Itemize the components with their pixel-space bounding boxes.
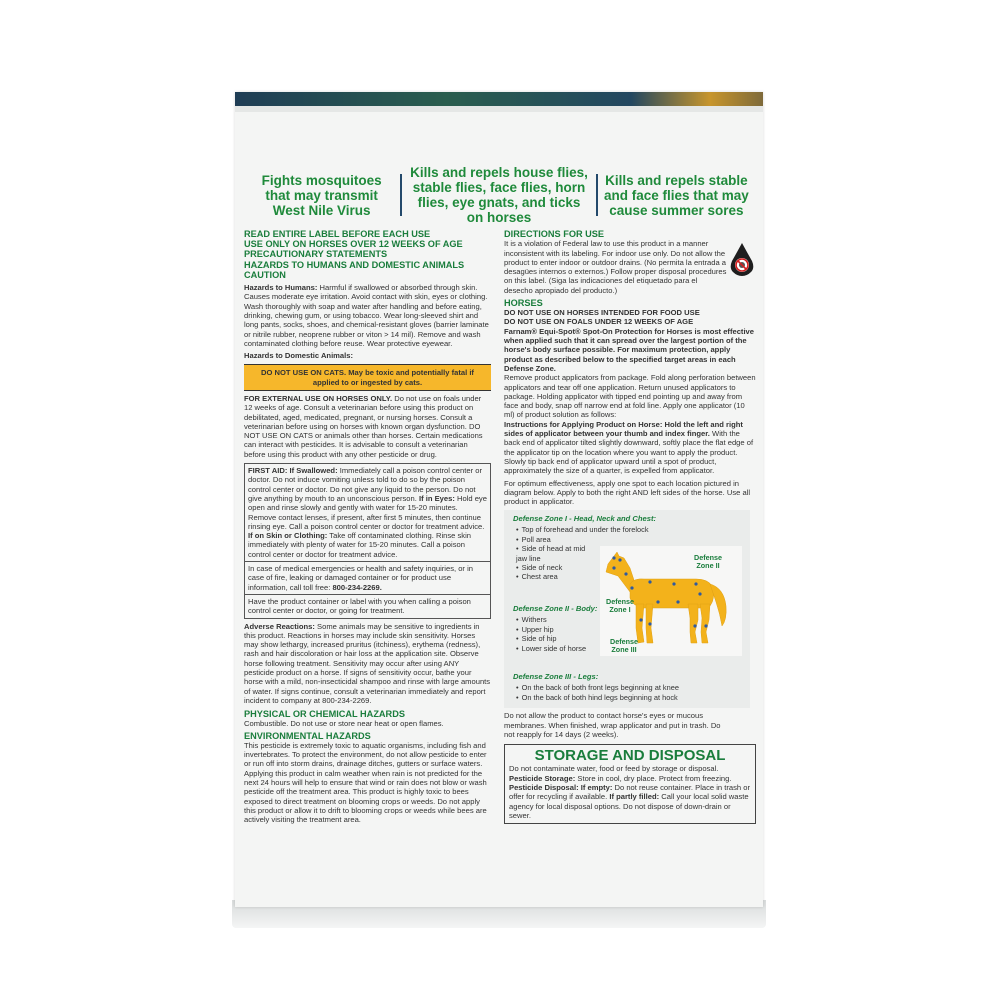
heading-horses: HORSES	[504, 297, 543, 308]
diagram-zone2-label: Defense Zone II	[694, 553, 722, 571]
diagram-zone1-label: Defense Zone I	[606, 597, 634, 615]
phone-number: 800-234-2269.	[332, 582, 382, 592]
storage-disposal-box	[504, 744, 756, 824]
defense-zone-diagram	[504, 510, 750, 708]
cats-warning-banner: DO NOT USE ON CATS. May be toxic and potentially fatal if applied to or ingested by cats.	[244, 364, 491, 391]
heading-physical: PHYSICAL OR CHEMICAL HAZARDS	[244, 709, 405, 720]
zone1-list	[516, 525, 649, 582]
hazards-humans: Hazards to Humans: Harmful if swallowed or absorbed through skin. Causes moderate eye irritation. Avoid contact with skin, eyes or clothing. Wash thoroughly with soap and water after handling and before eating, drinking, chewing gum, or using tobacco. Wear long-sleeved shirt and long pants, socks, shoes, and chemical-resistant gloves (barrier laminate or nitrile rubber, neoprene rubber or viton > 14 mil). Remove and wash contaminated clothing before reuse. Wear protective eyewear.	[244, 283, 489, 348]
heading-environmental: ENVIRONMENTAL HAZARDS	[244, 730, 371, 741]
heading-read-label: READ ENTIRE LABEL BEFORE EACH USE	[244, 229, 431, 239]
feature-flies: Kills and repels house flies, stable flies, face flies, horn flies, eye gnats, and ticks on horses	[410, 165, 588, 225]
zone2-item: • Upper hip	[516, 625, 598, 634]
environmental-text: This pesticide is extremely toxic to aquatic organisms, including fish and invertebrates. To protect the environment, do not allow pesticide to enter or run off into storm drains, drainage ditches, gutters or surface waters. Applying this product in calm weather when rain is not predicted for the next 24 hours will help to ensure that wind or rain does not blow or wash pesticide off the treatment area. This product is highly toxic to bees exposed to direct treatment on blooming crops or weeds. Do not apply this product or allow it to drift to blooming crops or weeds while bees are actively visiting the treatment area.	[244, 740, 487, 825]
zone2-heading: Defense Zone II - Body:	[513, 604, 598, 614]
food-warning: DO NOT USE ON HORSES INTENDED FOR FOOD USE	[504, 308, 700, 318]
zone3-list	[516, 683, 746, 702]
instructions: Instructions for Applying Product on Horse: Hold the left and right sides of applicator between your thumb and index finger. With the back end of applicator tilted slightly downward, softly place the flat edge of the applicator tip on the location where you want to apply the product. Slowly tip back end of applicator upward until a spot of product, approximately the size of a quarter, is expelled from applicator.	[504, 419, 754, 476]
zone1-item: • Chest area	[516, 572, 598, 581]
zone1-item: • Side of head at mid jaw line	[516, 544, 598, 563]
horse-panel	[600, 546, 742, 656]
foals-warning: DO NOT USE ON FOALS UNDER 12 WEEKS OF AGE	[504, 317, 694, 327]
zone1-heading: Defense Zone I - Head, Neck and Chest:	[513, 514, 657, 524]
storage-heading: STORAGE AND DISPOSAL	[534, 747, 726, 765]
heading-caution: CAUTION	[244, 269, 286, 280]
zone3-item: • On the back of both front legs beginning at knee	[516, 683, 746, 692]
after-use-text: Do not allow the product to contact horse's eyes or mucous membranes. When finished, wrap applicator and put in trash. Do not reapply for 14 days (2 weeks).	[504, 711, 721, 740]
remove-applicators: Remove product applicators from package. Fold along perforation between applicators and tear off one application. Return unused applicators to package. Holding applicator with tipped end pointing up and away from face and body, snap off narrow end at fold line. Apply one applicator (10 ml) of product solution as follows:	[504, 373, 756, 420]
external-use: FOR EXTERNAL USE ON HORSES ONLY. Do not use on foals under 12 weeks of age. Consult a veterinarian before using this product on debilitated, aged, medicated, pregnant, or nursing horses. Consult a veterinarian before using on horses with known organ dysfunction. DO NOT USE ON CATS or animals other than horses. Certain medications can interact with pesticides. It is advisable to consult a veterinarian before using this product with any other pesticide or drug.	[244, 393, 483, 459]
storage-intro: Do not contaminate water, food or feed by storage or disposal.	[509, 764, 719, 774]
heading-use-only: USE ONLY ON HORSES OVER 12 WEEKS OF AGE	[244, 239, 463, 250]
zone2-item: • Side of hip	[516, 634, 598, 643]
box-top-flap	[235, 92, 763, 106]
pesticide-storage: Pesticide Storage: Store in cool, dry place. Protect from freezing.	[509, 773, 732, 783]
hazards-domestic-label: Hazards to Domestic Animals:	[244, 351, 354, 361]
drain-warning-icon	[729, 242, 755, 276]
feature-claims	[243, 165, 755, 225]
right-column	[504, 229, 756, 824]
optimum-effectiveness: For optimum effectiveness, apply one spot to each location pictured in diagram below. Apply to both the right AND left sides of the horse. Use all product in applicator.	[504, 478, 751, 507]
zone1-item: • Top of forehead and under the forelock	[516, 525, 598, 534]
directions-text: It is a violation of Federal law to use this product in a manner inconsistent with its labeling. For indoor use only. Do not allow the product to enter indoor or outdoor drains. (No permita la entrada a desagües internos o externos.) Follow proper disposal procedures on this label. (Siga las indicaciones del etiquetado para el desecho apropiado del producto.)	[504, 239, 727, 295]
physical-text: Combustible. Do not use or store near heat or open flames.	[244, 719, 444, 729]
zone1-item: • Poll area	[516, 535, 598, 544]
first-aid-box	[244, 463, 491, 618]
zone3-item: • On the back of both hind legs beginning at hock	[516, 693, 746, 702]
zone2-list	[516, 615, 598, 653]
zone3-heading: Defense Zone III - Legs:	[513, 672, 599, 682]
product-effectiveness: Farnam® Equi-Spot® Spot-On Protection for Horses is most effective when applied such that it can spread over the largest portion of the horse's body surface possible. For maximum protection, apply product as described below to the specified target areas in each Defense Zone.	[504, 326, 755, 373]
diagram-zone3-label: Defense Zone III	[610, 637, 638, 655]
emergency-contact: In case of medical emergencies or health and safety inquiries, or in case of fire, leaking or damaged container or for product use information, call toll free: 800-234-2269.	[245, 562, 490, 595]
heading-directions: DIRECTIONS FOR USE	[504, 229, 605, 239]
left-column	[244, 229, 491, 825]
zone2-item: • Lower side of horse	[516, 644, 598, 653]
pesticide-disposal: Pesticide Disposal: If empty: Do not reuse container. Place in trash or offer for recycling if available. If partly filled: Call your local solid waste agency for local disposal options. Do not dispose of down-drain or sewer.	[509, 782, 751, 820]
feature-summer-sores: Kills and repels stable and face flies that may cause summer sores	[603, 172, 749, 218]
first-aid-instructions: FIRST AID: If Swallowed: Immediately call a poison control center or doctor. Do not induce vomiting unless told to do so by the poison control center or doctor. Do not give any liquid to the person. Do not give anything by mouth to an unconscious person. If in Eyes: Hold eye open and rinse slowly and gently with water for 15-20 minutes. Remove contact lenses, if present, after first 5 minutes, then continue rinsing eye. Call a poison control center or doctor for treatment advice. If on Skin or Clothing: Take off contaminated clothing. Rinse skin immediately with plenty of water for 15-20 minutes. Call a poison control center or doctor for treatment advice.	[245, 464, 490, 562]
product-box-back	[235, 92, 763, 907]
adverse-reactions: Adverse Reactions: Some animals may be sensitive to ingredients in this product. Reactions in horses may include skin sensitivity. Horses may show lethargy, increased pruritus (itchiness), erythema (redness), rash and hair discoloration or hair loss at the application site. Observe horse following treatment. Sensitivity may occur after using ANY pesticide product on a horse. If signs of sensitivity occur, bathe your horse with a mild, non-insecticidal shampoo and rinse with large amounts of water. If signs continue, consult a veterinarian immediately and report incident to company at 800-234-2269.	[244, 621, 491, 705]
box-top-band	[235, 106, 763, 112]
feature-mosquitoes: Fights mosquitoes that may transmit West Nile Virus	[261, 172, 382, 218]
heading-hazards: HAZARDS TO HUMANS AND DOMESTIC ANIMALS	[244, 259, 465, 270]
zone1-item: • Side of neck	[516, 563, 598, 572]
zone2-item: • Withers	[516, 615, 598, 624]
heading-precautionary: PRECAUTIONARY STATEMENTS	[244, 249, 388, 260]
container-note: Have the product container or label with you when calling a poison control center or doctor, or going for treatment.	[248, 596, 471, 616]
